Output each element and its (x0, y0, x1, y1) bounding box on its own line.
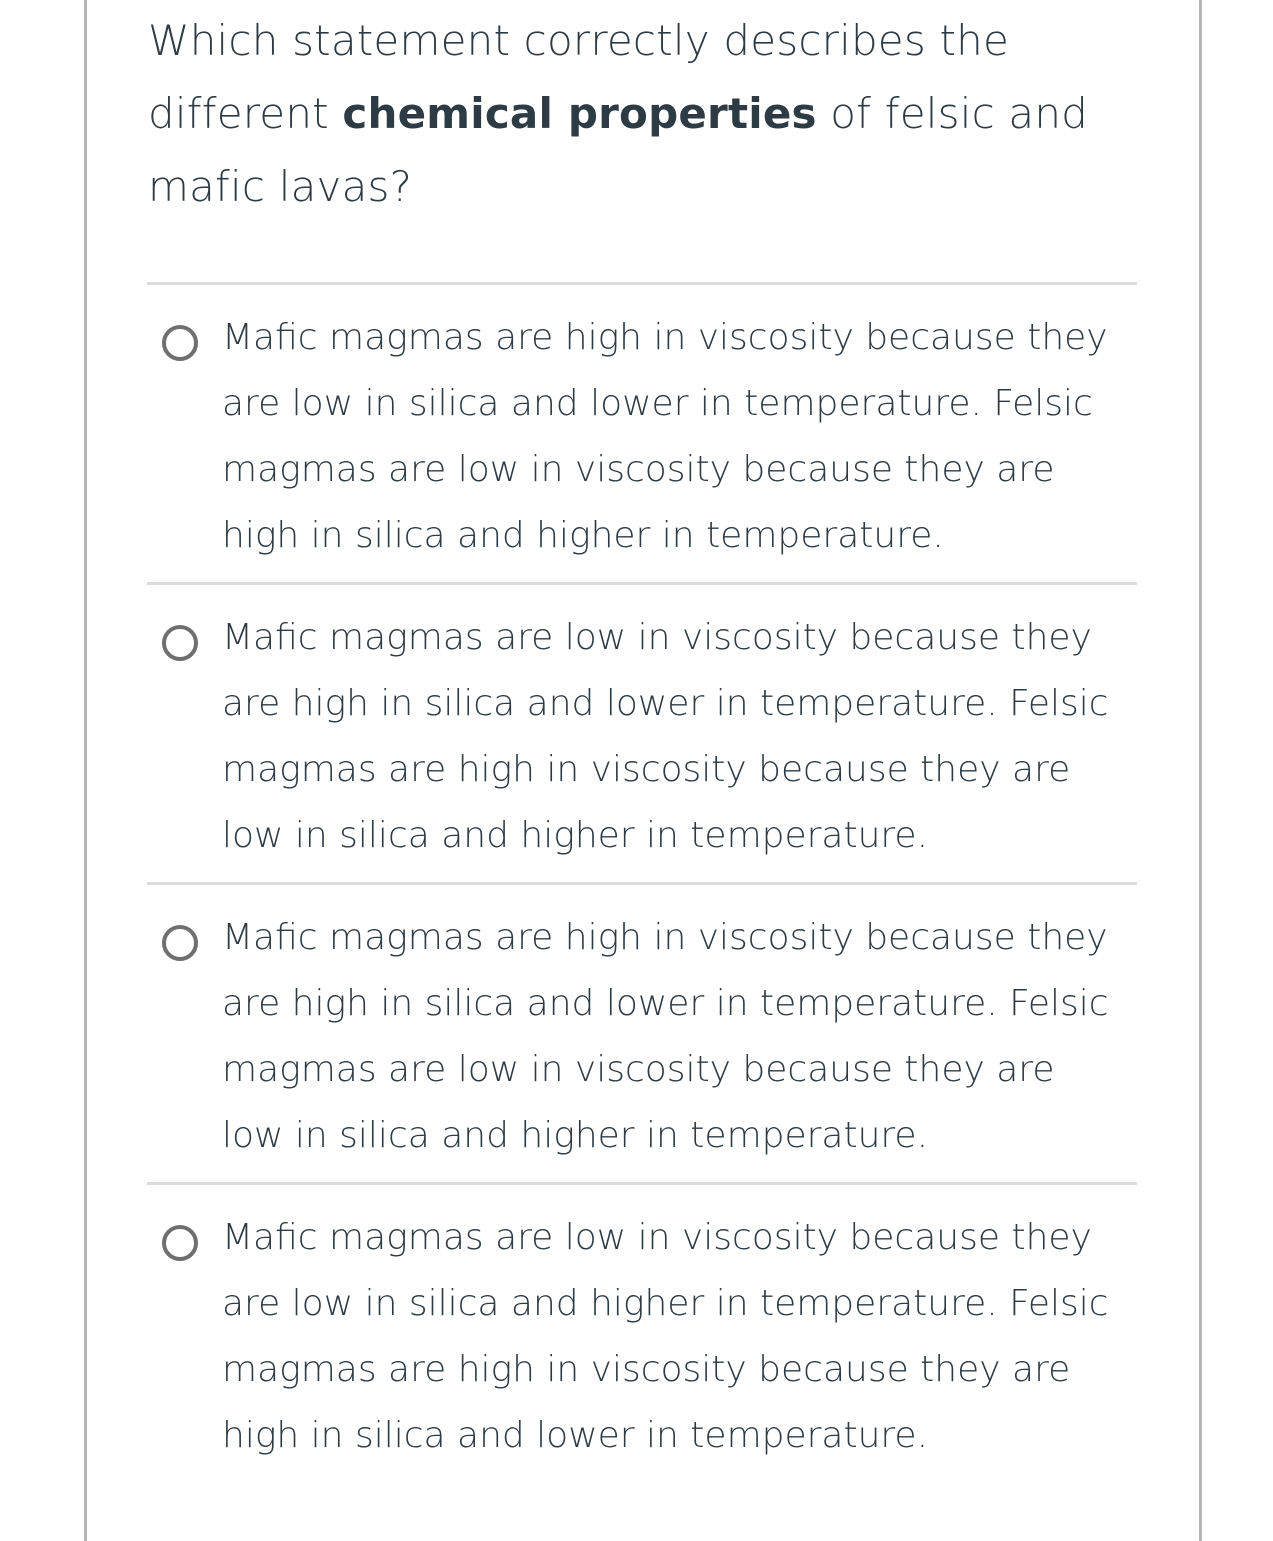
answer-option-text[interactable]: Mafic magmas are low in viscosity because they are high in silica and lower in temperature. Felsic magmas are high in viscosity because they are low in silica and higher in temperature. (222, 617, 1109, 856)
answer-option-4[interactable] (147, 1182, 1137, 1482)
radio-button-icon[interactable] (162, 325, 198, 361)
answer-option-2[interactable] (147, 582, 1137, 882)
answer-list (147, 282, 1137, 1482)
radio-button-icon[interactable] (162, 625, 198, 661)
question-suffix: of felsic and mafic lavas? (148, 89, 1089, 211)
answer-option-text[interactable]: Mafic magmas are high in viscosity because they are low in silica and lower in temperature. Felsic magmas are low in viscosity because they are high in silica and higher in temperature. (222, 317, 1108, 556)
answer-option-1[interactable] (147, 282, 1137, 582)
radio-button-icon[interactable] (162, 925, 198, 961)
answer-option-text[interactable]: Mafic magmas are low in viscosity because they are low in silica and higher in temperature. Felsic magmas are high in viscosity because they are high in silica and lower in temperature. (222, 1217, 1109, 1456)
answer-option-3[interactable] (147, 882, 1137, 1182)
radio-button-icon[interactable] (162, 1225, 198, 1261)
answer-option-text[interactable]: Mafic magmas are high in viscosity because they are high in silica and lower in temperature. Felsic magmas are low in viscosity because they are low in silica and higher in temperature. (222, 917, 1109, 1156)
question-emphasis: chemical properties (342, 89, 817, 138)
question-prefix: Which statement correctly describes the different (148, 16, 1010, 138)
question-text (148, 4, 1138, 223)
